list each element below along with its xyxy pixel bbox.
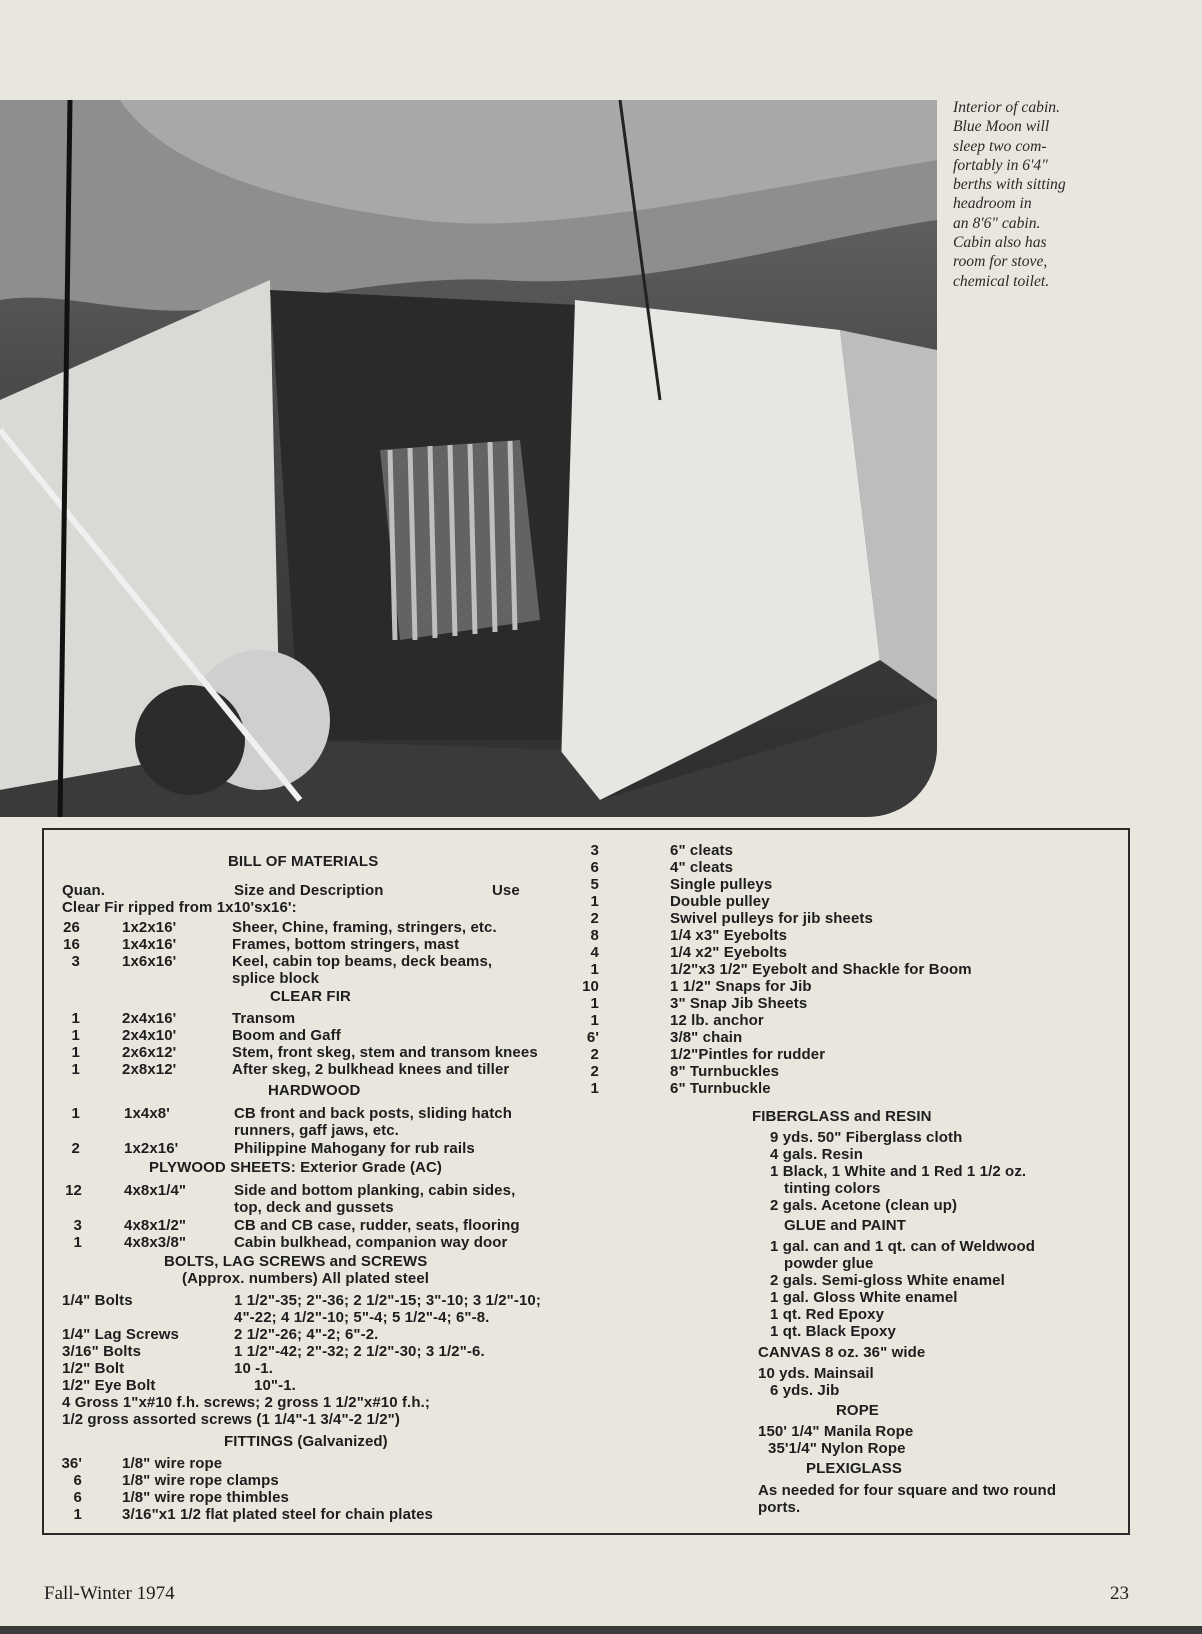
qty: 8 [590, 927, 599, 944]
qty: 3 [590, 842, 599, 859]
qty: 1 [590, 961, 599, 978]
qty: 2 [71, 1140, 80, 1157]
bom-title: BILL OF MATERIALS [228, 853, 379, 870]
qty: 12 [65, 1182, 82, 1199]
bolt-key: 1/2" Bolt [62, 1360, 125, 1377]
qty: 1 [71, 1027, 80, 1044]
qty: 1 [590, 995, 599, 1012]
use: Transom [232, 1010, 296, 1027]
bolt-key: 1/2" Eye Bolt [62, 1377, 156, 1394]
fiberglass-item: 1 Black, 1 White and 1 Red 1 1/2 oz. [770, 1163, 1027, 1180]
header-use: Use [492, 882, 520, 899]
photo-caption [953, 98, 1153, 291]
fiberglass-item: 9 yds. 50" Fiberglass cloth [770, 1129, 963, 1146]
bolt-val: 1 1/2"-35; 2"-36; 2 1/2"-15; 3"-10; 3 1/2"-10; [234, 1292, 541, 1309]
section-hardwood: HARDWOOD [268, 1082, 361, 1099]
bolt-val: 4"-22; 4 1/2"-10; 5"-4; 5 1/2"-4; 6"-8. [234, 1309, 490, 1326]
qty: 5 [590, 876, 599, 893]
use: Boom and Gaff [232, 1027, 341, 1044]
use-cont: splice block [232, 970, 320, 987]
screws-line: 1/2 gross assorted screws (1 1/4"-1 3/4"-2 1/2") [62, 1411, 400, 1428]
desc: 1/2"Pintles for rudder [670, 1046, 826, 1063]
desc: 1/8" wire rope thimbles [122, 1489, 289, 1506]
qty: 1 [590, 1080, 599, 1097]
qty: 6 [73, 1472, 82, 1489]
bolt-val: 1 1/2"-42; 2"-32; 2 1/2"-30; 3 1/2"-6. [234, 1343, 485, 1360]
caption-line: room for stove, [953, 253, 1048, 271]
caption-line: berths with sitting [953, 176, 1066, 194]
page-edge [0, 1626, 1202, 1634]
qty: 6' [586, 1029, 599, 1046]
qty: 3 [71, 953, 80, 970]
qty: 36' [61, 1455, 82, 1472]
use: Side and bottom planking, cabin sides, [234, 1182, 516, 1199]
bolts-sub: (Approx. numbers) All plated steel [182, 1270, 430, 1287]
use: Frames, bottom stringers, mast [232, 936, 460, 953]
caption-line: an 8'6" cabin. [953, 214, 1041, 232]
size: 4x8x3/8" [124, 1234, 187, 1251]
use: Philippine Mahogany for rub rails [234, 1140, 475, 1157]
qty: 6 [590, 859, 599, 876]
use: Cabin bulkhead, companion way door [234, 1234, 508, 1251]
issue-date: Fall-Winter 1974 [44, 1583, 175, 1604]
canvas-item: 6 yds. Jib [770, 1382, 840, 1399]
qty: 1 [73, 1234, 82, 1251]
caption-line: fortably in 6'4" [953, 156, 1048, 174]
desc: Double pulley [670, 893, 770, 910]
header-quan: Quan. [62, 882, 106, 899]
qty: 10 [582, 978, 599, 995]
size: 1x4x8' [124, 1105, 170, 1122]
caption-line: Cabin also has [953, 234, 1047, 252]
caption-line: headroom in [953, 195, 1032, 213]
canvas-item: 10 yds. Mainsail [758, 1365, 874, 1382]
desc: 6" Turnbuckle [670, 1080, 771, 1097]
desc: 12 lb. anchor [670, 1012, 764, 1029]
section-clear-fir: CLEAR FIR [270, 988, 351, 1005]
size: 2x8x12' [122, 1061, 177, 1078]
use: Sheer, Chine, framing, stringers, etc. [232, 919, 497, 936]
glue-item: 1 qt. Black Epoxy [770, 1323, 896, 1340]
qty: 1 [73, 1506, 82, 1523]
fiberglass-item: tinting colors [784, 1180, 881, 1197]
screws-line: 4 Gross 1"x#10 f.h. screws; 2 gross 1 1/2"x#10 f.h.; [62, 1394, 430, 1411]
bolt-val: 2 1/2"-26; 4"-2; 6"-2. [234, 1326, 379, 1343]
qty: 3 [73, 1217, 82, 1234]
caption-line: Interior of cabin. [953, 99, 1060, 116]
qty: 1 [590, 893, 599, 910]
qty: 16 [63, 936, 80, 953]
size: 2x4x10' [122, 1027, 177, 1044]
bolt-val: 10 -1. [234, 1360, 273, 1377]
section-plexiglass: PLEXIGLASS [806, 1460, 903, 1477]
desc: 1/2"x3 1/2" Eyebolt and Shackle for Boom [670, 961, 972, 978]
size: 1x4x16' [122, 936, 177, 953]
qty: 6 [73, 1489, 82, 1506]
desc: Swivel pulleys for jib sheets [670, 910, 873, 927]
caption-line: sleep two com- [953, 137, 1047, 155]
section-fittings: FITTINGS (Galvanized) [224, 1433, 388, 1450]
rope-item: 150' 1/4" Manila Rope [758, 1423, 914, 1440]
glue-item: 1 gal. Gloss White enamel [770, 1289, 958, 1306]
desc: 3/8" chain [670, 1029, 743, 1046]
cabin-photo-illustration [0, 100, 937, 817]
qty: 4 [590, 944, 599, 961]
desc: 1/8" wire rope clamps [122, 1472, 279, 1489]
size: 4x8x1/2" [124, 1217, 187, 1234]
desc: 6" cleats [670, 842, 734, 859]
caption-line: Blue Moon will [953, 118, 1050, 136]
use-cont: runners, gaff jaws, etc. [234, 1122, 399, 1139]
fiberglass-item: 4 gals. Resin [770, 1146, 864, 1163]
section-fiberglass: FIBERGLASS and RESIN [752, 1108, 932, 1125]
cabin-photo [0, 100, 937, 817]
bill-of-materials [42, 828, 1130, 1535]
use-cont: top, deck and gussets [234, 1199, 394, 1216]
bolt-key: 3/16" Bolts [62, 1343, 142, 1360]
size: 2x4x16' [122, 1010, 177, 1027]
desc: 1/8" wire rope [122, 1455, 223, 1472]
qty: 1 [71, 1010, 80, 1027]
bolt-key: 1/4" Lag Screws [62, 1326, 180, 1343]
rope-item: 35'1/4" Nylon Rope [768, 1440, 906, 1457]
desc: 3/16"x1 1/2 flat plated steel for chain plates [122, 1506, 434, 1523]
use: CB and CB case, rudder, seats, flooring [234, 1217, 520, 1234]
desc: 8" Turnbuckles [670, 1063, 780, 1080]
desc: 1/4 x2" Eyebolts [670, 944, 788, 961]
glue-item: powder glue [784, 1255, 874, 1272]
size: 4x8x1/4" [124, 1182, 187, 1199]
section-rope: ROPE [836, 1402, 879, 1419]
bolt-val: 10"-1. [254, 1377, 296, 1394]
desc: 1 1/2" Snaps for Jib [670, 978, 812, 995]
plexi-item: As needed for four square and two round [758, 1482, 1057, 1499]
size: 2x6x12' [122, 1044, 177, 1061]
qty: 26 [63, 919, 80, 936]
glue-item: 2 gals. Semi-gloss White enamel [770, 1272, 1005, 1289]
qty: 2 [590, 910, 599, 927]
bolt-key: 1/4" Bolts [62, 1292, 133, 1309]
section-bolts: BOLTS, LAG SCREWS and SCREWS [164, 1253, 428, 1270]
glue-item: 1 gal. can and 1 qt. can of Weldwood [770, 1238, 1036, 1255]
plexi-item: ports. [758, 1499, 801, 1516]
use: CB front and back posts, sliding hatch [234, 1105, 512, 1122]
size: 1x2x16' [122, 919, 177, 936]
desc: 3" Snap Jib Sheets [670, 995, 808, 1012]
desc: Single pulleys [670, 876, 773, 893]
fiberglass-item: 2 gals. Acetone (clean up) [770, 1197, 958, 1214]
use: After skeg, 2 bulkhead knees and tiller [232, 1061, 510, 1078]
section-glue: GLUE and PAINT [784, 1217, 906, 1234]
caption-line: chemical toilet. [953, 272, 1050, 290]
header-size: Size and Description [234, 882, 384, 899]
size: 1x2x16' [124, 1140, 179, 1157]
section-canvas: CANVAS 8 oz. 36" wide [758, 1344, 926, 1361]
page-number: 23 [1110, 1583, 1129, 1604]
qty: 2 [590, 1046, 599, 1063]
qty: 1 [71, 1061, 80, 1078]
desc: 1/4 x3" Eyebolts [670, 927, 788, 944]
use: Stem, front skeg, stem and transom knees [232, 1044, 538, 1061]
qty: 1 [71, 1105, 80, 1122]
glue-item: 1 qt. Red Epoxy [770, 1306, 885, 1323]
use: Keel, cabin top beams, deck beams, [232, 953, 493, 970]
desc: 4" cleats [670, 859, 734, 876]
qty: 2 [590, 1063, 599, 1080]
section-plywood: PLYWOOD SHEETS: Exterior Grade (AC) [149, 1159, 442, 1176]
size: 1x6x16' [122, 953, 177, 970]
qty: 1 [71, 1044, 80, 1061]
clear-fir-note: Clear Fir ripped from 1x10'sx16': [62, 899, 297, 916]
qty: 1 [590, 1012, 599, 1029]
